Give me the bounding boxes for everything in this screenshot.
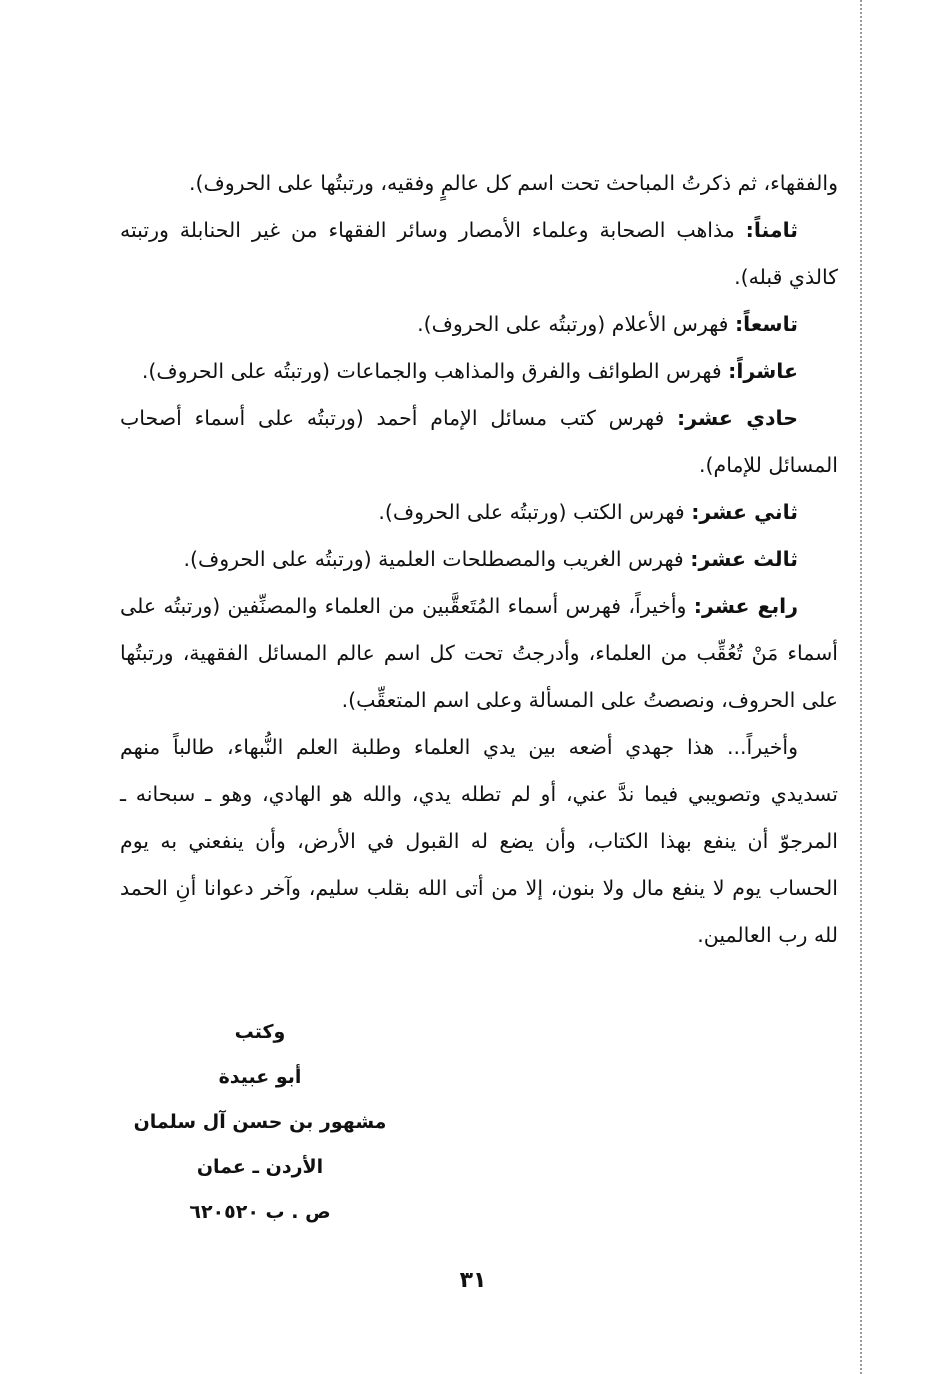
- paragraph-continuation: [120, 160, 838, 207]
- signature-author-name: مشهور بن حسن آل سلمان: [133, 1111, 387, 1133]
- paragraph-label: ثامناً:: [745, 218, 798, 242]
- paragraph-text: وأخيراً... هذا جهدي أضعه بين يدي العلماء وطلبة العلم النُّبهاء، طالباً منهم تسديدي وتصويبي فيما ندَّ عني، أو لم تطله يدي، والله هو الهادي، وهو ـ سبحانه ـ المرجوّ أن ينفع بهذا الكتاب، وأن يضع له القبول في الأرض، وأن ينفعني به يوم الحساب يوم لا ينفع مال ولا بنون، إلا من أتى الله بقلب سليم، وآخر دعوانا أنِ الحمد لله رب العالمين.: [120, 735, 838, 947]
- paragraph-item-8: [120, 207, 838, 301]
- paragraph-label: عاشراً:: [728, 359, 798, 383]
- paragraph-item-12: [120, 489, 838, 536]
- paragraph-item-13: [120, 536, 838, 583]
- paragraph-text: فهرس الطوائف والفرق والمذاهب والجماعات (ورتبتُه على الحروف).: [141, 359, 729, 383]
- signature-kunya: أبو عبيدة: [218, 1066, 302, 1088]
- paragraph-closing: [120, 724, 838, 959]
- signature-wrote: وكتب: [234, 1021, 286, 1043]
- paragraph-text: فهرس الأعلام (ورتبتُه على الحروف).: [417, 312, 735, 336]
- paragraph-text: والفقهاء، ثم ذكرتُ المباحث تحت اسم كل عالمٍ وفقيه، ورتبتُها على الحروف).: [188, 171, 838, 195]
- paragraph-text: وأخيراً، فهرس أسماء المُتَعقَّبين من العلماء والمصنِّفين (ورتبتُه على أسماء مَنْ تُعُقِّب من العلماء، وأدرجتُ تحت كل اسم عالم المسائل الفقهية، ورتبتُها على الحروف، ونصصتُ على المسألة وعلى اسم المتعقِّب).: [120, 594, 838, 712]
- paragraph-item-10: [120, 348, 838, 395]
- paragraph-text: مذاهب الصحابة وعلماء الأمصار وسائر الفقهاء من غير الحنابلة ورتبته كالذي قبله).: [120, 218, 838, 289]
- paragraph-text: فهرس الكتب (ورتبتُه على الحروف).: [378, 500, 692, 524]
- page-number: ٣١: [459, 1268, 487, 1293]
- paragraph-item-14: [120, 583, 838, 724]
- paragraph-label: ثالث عشر:: [690, 547, 798, 571]
- page-binding-edge: [860, 0, 862, 1374]
- signature-location: الأردن ـ عمان: [196, 1156, 324, 1178]
- paragraph-item-11: [120, 395, 838, 489]
- paragraph-item-9: [120, 301, 838, 348]
- paragraph-label: تاسعاً:: [734, 312, 798, 336]
- paragraph-label: حادي عشر:: [677, 406, 798, 430]
- paragraph-label: رابع عشر:: [693, 594, 798, 618]
- author-signature: [130, 1010, 390, 1235]
- signature-po-box: ص . ب ٦٢٠٥٢٠: [189, 1201, 331, 1223]
- paragraph-label: ثاني عشر:: [691, 500, 798, 524]
- page-body: [120, 160, 838, 959]
- paragraph-text: فهرس كتب مسائل الإمام أحمد (ورتبتُه على أسماء أصحاب المسائل للإمام).: [120, 406, 838, 477]
- paragraph-text: فهرس الغريب والمصطلحات العلمية (ورتبتُه على الحروف).: [183, 547, 691, 571]
